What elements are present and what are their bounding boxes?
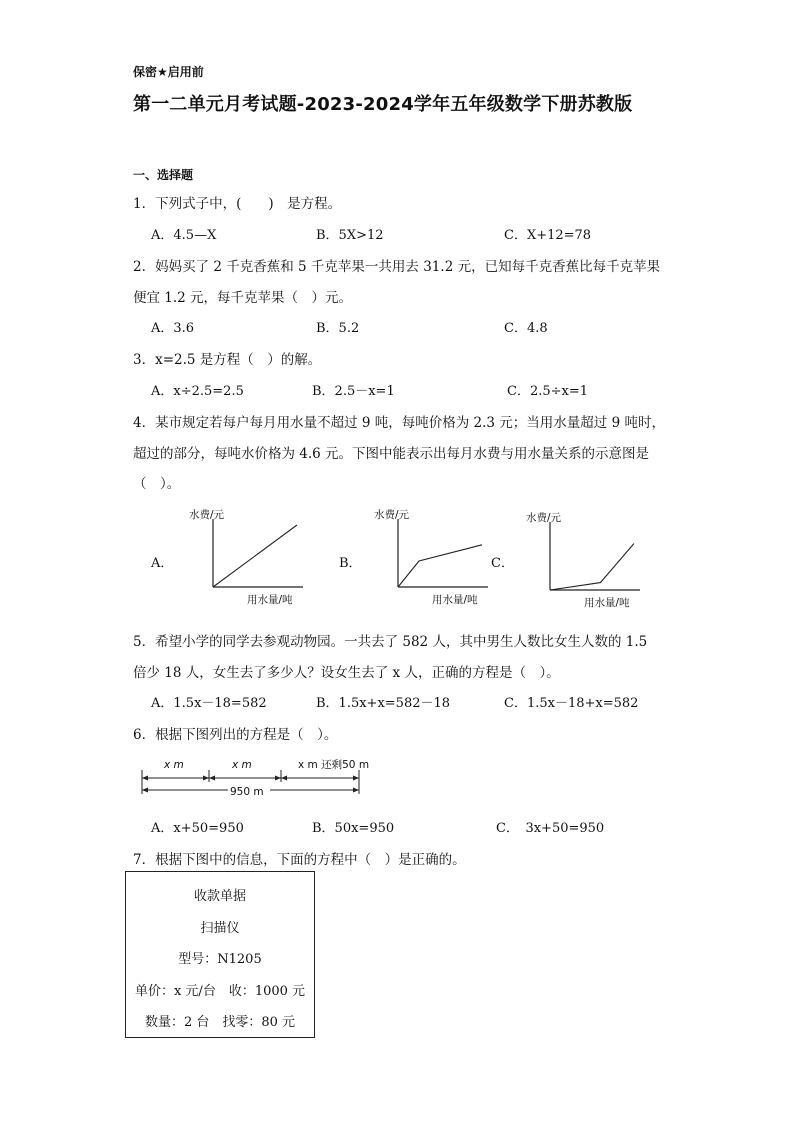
question-5-line-2: 倍少 18 人，女生去了多少人？设女生去了 x 人，正确的方程是（ ）。 <box>133 665 560 681</box>
q4-chart-a <box>185 505 310 615</box>
q5-option-c: C．1.5x－18+x=582 <box>504 696 639 711</box>
q6-option-c: C． 3x+50=950 <box>496 821 605 836</box>
receipt-quantity: 数量：2 台 找零：80 元 <box>144 1015 296 1030</box>
q3-option-b: B．2.5－x=1 <box>312 384 395 399</box>
question-1: 1．下列式子中，( ) 是方程。 <box>133 196 342 212</box>
question-4-line-2: 超过的部分，每吨水价格为 4.6 元。下图中能表示出每月水费与用水量关系的示意图是 <box>133 446 650 462</box>
q4-chart-c <box>522 508 647 618</box>
x-axis-label: 用水量/吨 <box>584 597 630 609</box>
page-title: 第一二单元月考试题-2023-2024学年五年级数学下册苏教版 <box>133 94 633 115</box>
q5-option-a: A．1.5x－18=582 <box>151 696 267 711</box>
question-2-line-2: 便宜 1.2 元，每千克苹果（ ）元。 <box>133 290 353 306</box>
question-5-line-1: 5．希望小学的同学去参观动物园。一共去了 582 人，其中男生人数比女生人数的 1.5 <box>133 634 648 650</box>
series-line-A <box>213 525 297 587</box>
q2-option-c: C．4.8 <box>504 321 548 336</box>
question-4-line-3: （ ）。 <box>133 476 181 492</box>
y-axis-label: 水费/元 <box>189 509 225 521</box>
receipt-box <box>125 871 315 1038</box>
receipt-price: 单价：x 元/台 收：1000 元 <box>134 984 306 999</box>
x-axis-label: 用水量/吨 <box>247 594 293 606</box>
receipt-model: 型号：N1205 <box>178 952 262 967</box>
segment-label-1: x m <box>164 759 184 771</box>
q1-option-a: A．4.5—X <box>151 228 217 243</box>
segment-label-2: x m <box>232 759 252 771</box>
series-line-B <box>398 545 482 587</box>
question-6: 6．根据下图列出的方程是（ ）。 <box>133 727 338 743</box>
question-4-line-1: 4．某市规定若每户每月用水量不超过 9 吨，每吨价格为 2.3 元；当用水量超过 9 吨时， <box>133 415 665 431</box>
y-axis-label: 水费/元 <box>374 509 410 521</box>
q2-option-b: B．5.2 <box>316 321 360 336</box>
q6-option-b: B．50x=950 <box>312 821 395 836</box>
segment-label-3: x m 还剩50 m <box>298 759 370 771</box>
q6-option-a: A．x+50=950 <box>151 821 244 836</box>
q3-option-a: A．x÷2.5=2.5 <box>151 384 244 399</box>
arrow-head <box>353 776 359 781</box>
question-2-line-1: 2．妈妈买了 2 千克香蕉和 5 千克苹果一共用去 31.2 元，已知每千克香蕉比每千克苹果 <box>133 259 661 275</box>
q1-option-c: C．X+12=78 <box>504 228 592 243</box>
question-7: 7．根据下图中的信息，下面的方程中（ ）是正确的。 <box>133 852 466 868</box>
confidential-label: 保密★启用前 <box>133 65 204 79</box>
arrow-head <box>203 776 209 781</box>
q4-option-a: A． <box>151 556 174 571</box>
total-length-label: 950 m <box>230 786 264 798</box>
arrow-head <box>275 776 281 781</box>
receipt-title: 收款单据 <box>193 889 246 904</box>
q1-option-b: B．5X>12 <box>316 228 384 243</box>
arrow-head <box>353 788 359 793</box>
arrow-head <box>281 776 287 781</box>
q4-option-b: B． <box>339 556 362 571</box>
arrow-head <box>142 776 148 781</box>
q4-option-c: C． <box>491 556 514 571</box>
q4-chart-b <box>370 505 495 615</box>
q3-option-c: C．2.5÷x=1 <box>507 384 589 399</box>
series-line-C <box>550 544 634 591</box>
section-title: 一、选择题 <box>133 168 194 182</box>
x-axis-label: 用水量/吨 <box>432 594 478 606</box>
question-3: 3．x=2.5 是方程（ ）的解。 <box>133 352 322 368</box>
arrow-head <box>209 776 215 781</box>
segment-diagram <box>138 752 388 800</box>
receipt-item: 扫描仪 <box>200 921 240 936</box>
q2-option-a: A．3.6 <box>151 321 195 336</box>
q5-option-b: B．1.5x+x=582－18 <box>316 696 451 711</box>
y-axis-label: 水费/元 <box>526 512 562 524</box>
arrow-head <box>142 788 148 793</box>
